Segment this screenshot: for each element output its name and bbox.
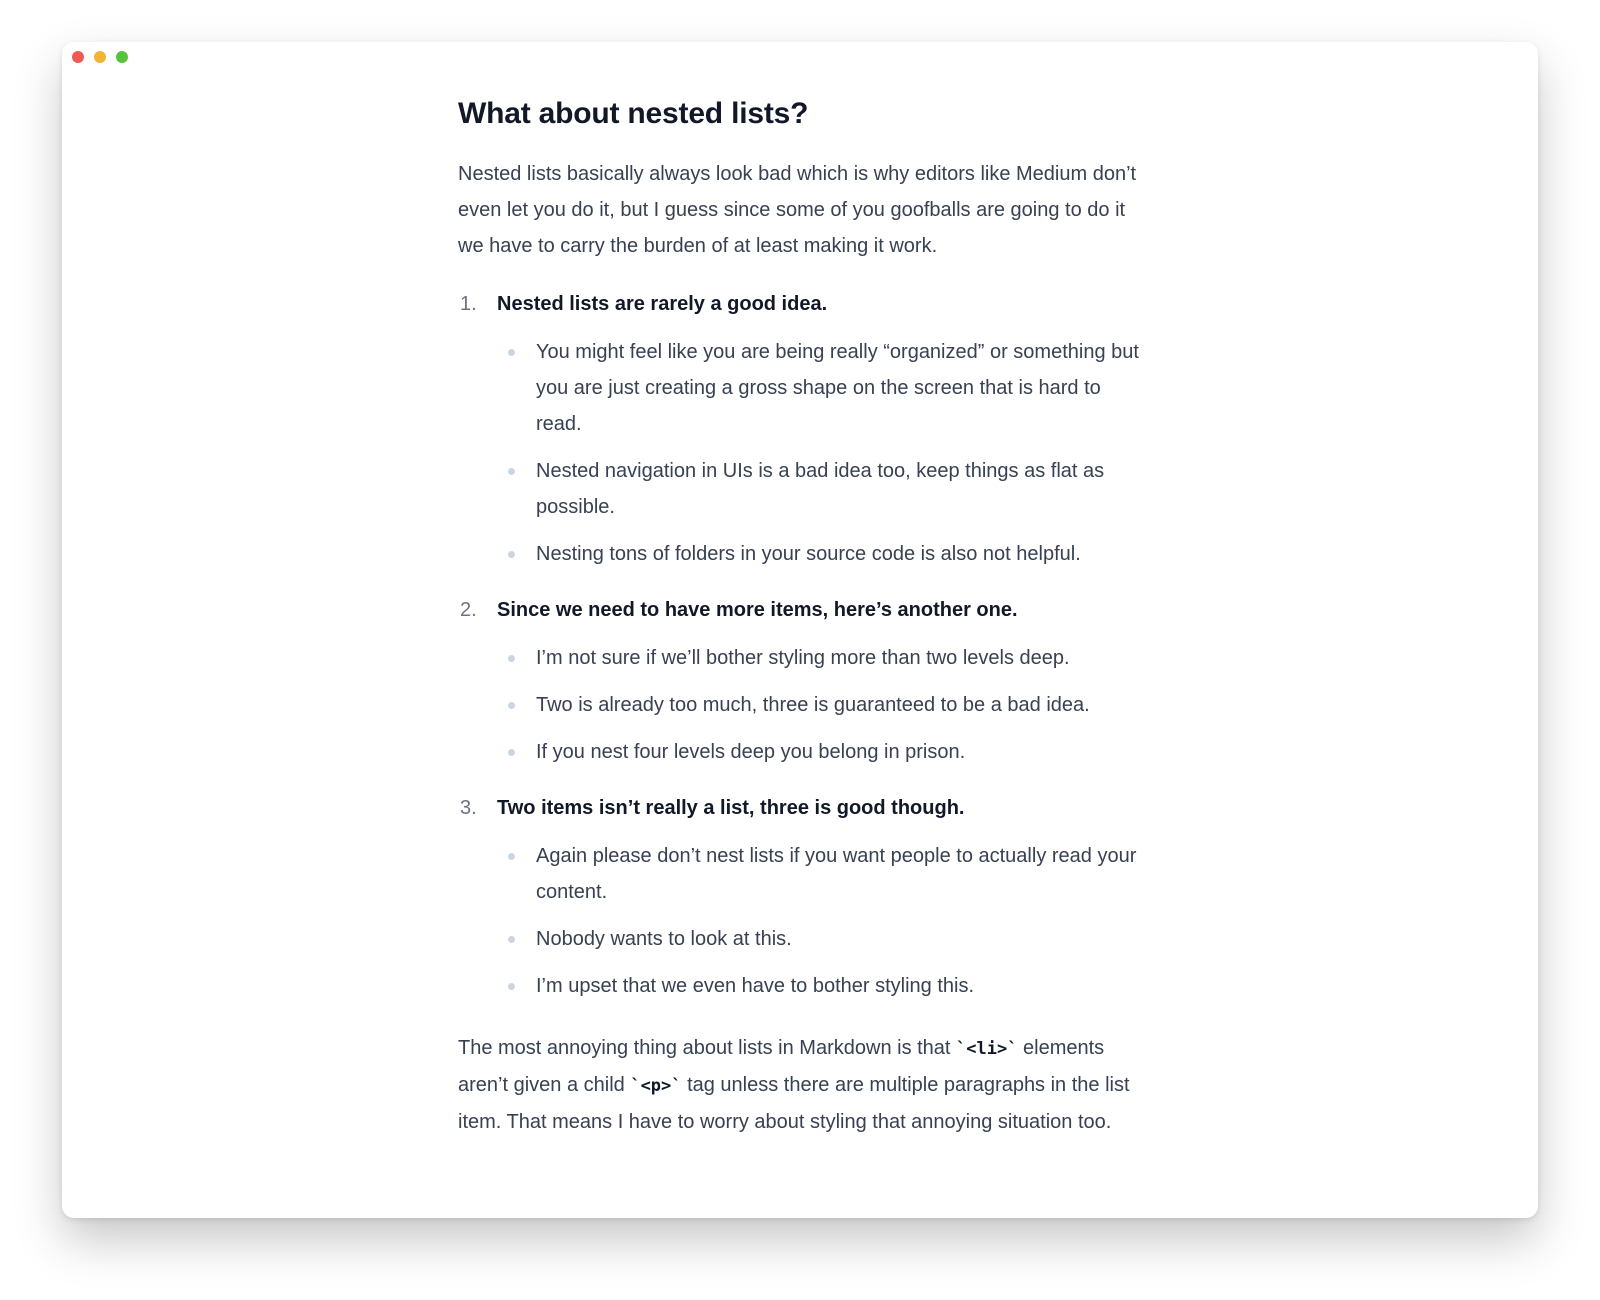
bullet-icon: [508, 983, 515, 990]
browser-window: [62, 42, 1538, 1218]
nested-list-item: [497, 334, 1144, 442]
nested-list-item: [497, 453, 1144, 525]
inline-code-li: `<li>`: [956, 1039, 1018, 1059]
list-item-title: Nested lists are rarely a good idea.: [497, 293, 828, 315]
close-icon[interactable]: [72, 51, 84, 63]
closing-text: The most annoying thing about lists in Markdown is that: [458, 1037, 957, 1059]
nested-list-item-text: Two is already too much, three is guaranteed to be a bad idea.: [536, 694, 1090, 716]
list-number: 2.: [460, 599, 477, 621]
zoom-icon[interactable]: [116, 51, 128, 63]
nested-list-item-text: I’m upset that we even have to bother styling this.: [536, 975, 975, 997]
nested-list-item: [497, 687, 1144, 723]
bullet-icon: [508, 468, 515, 475]
ordered-list: [458, 286, 1144, 1004]
list-item-title: Since we need to have more items, here’s another one.: [497, 599, 1018, 621]
window-controls: [72, 51, 128, 63]
list-item: [458, 790, 1144, 1004]
nested-list-item: [497, 921, 1144, 957]
list-number: 3.: [460, 797, 477, 819]
nested-list: [497, 640, 1144, 770]
nested-list-item: [497, 536, 1144, 572]
bullet-icon: [508, 853, 515, 860]
bullet-icon: [508, 551, 515, 558]
bullet-icon: [508, 749, 515, 756]
nested-list-item: [497, 968, 1144, 1004]
nested-list-item-text: Nobody wants to look at this.: [536, 928, 792, 950]
closing-paragraph: [458, 1030, 1144, 1140]
bullet-icon: [508, 655, 515, 662]
nested-list: [497, 334, 1144, 572]
nested-list-item: [497, 640, 1144, 676]
nested-list-item-text: Nesting tons of folders in your source code is also not helpful.: [536, 543, 1081, 565]
intro-paragraph: Nested lists basically always look bad which is why editors like Medium don’t even let you do it, but I guess since some of you goofballs are going to do it we have to carry the burden of at least making it work.: [458, 163, 1137, 257]
list-item: [458, 592, 1144, 770]
list-item-title: Two items isn’t really a list, three is good though.: [497, 797, 965, 819]
bullet-icon: [508, 702, 515, 709]
nested-list-item-text: Nested navigation in UIs is a bad idea too, keep things as flat as possible.: [536, 460, 1105, 518]
nested-list-item-text: Again please don’t nest lists if you want people to actually read your content.: [536, 845, 1137, 903]
bullet-icon: [508, 936, 515, 943]
nested-list-item-text: You might feel like you are being really “organized” or something but you are just creating a gross shape on the screen that is hard to read.: [536, 341, 1139, 435]
closing-text: elements aren’t given a child: [458, 1037, 1105, 1096]
list-number: 1.: [460, 293, 477, 315]
section-heading: What about nested lists?: [458, 97, 809, 130]
article-content: [458, 94, 1144, 1140]
inline-code-p: `<p>`: [630, 1076, 682, 1096]
nested-list-item: [497, 838, 1144, 910]
minimize-icon[interactable]: [94, 51, 106, 63]
list-item: [458, 286, 1144, 572]
nested-list-item-text: If you nest four levels deep you belong in prison.: [536, 741, 966, 763]
nested-list-item-text: I’m not sure if we’ll bother styling more than two levels deep.: [536, 647, 1070, 669]
nested-list-item: [497, 734, 1144, 770]
bullet-icon: [508, 349, 515, 356]
nested-list: [497, 838, 1144, 1004]
closing-text: tag unless there are multiple paragraphs in the list item. That means I have to worry about styling that annoying situation too.: [458, 1074, 1130, 1133]
